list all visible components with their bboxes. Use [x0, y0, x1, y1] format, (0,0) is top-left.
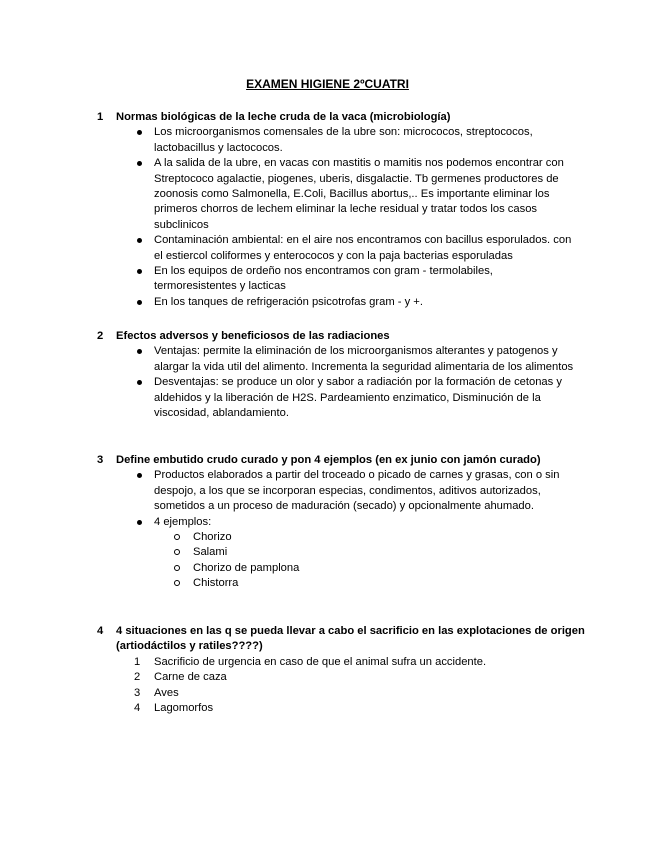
- list-item: [0, 125, 655, 156]
- question-2: [0, 329, 655, 421]
- bullet-icon: [137, 161, 142, 166]
- circle-bullet-icon: [174, 534, 180, 540]
- list-item-text: En los equipos de ordeño nos encontramos con gram - termolabiles, termoresistentes y lacticas: [154, 265, 493, 293]
- numbered-item-text: Sacrificio de urgencia en caso de que el animal sufra un accidente.: [154, 655, 487, 668]
- list-item-text: Contaminación ambiental: en el aire nos encontramos con bacillus esporulados. con el estiercol coliformes y enterococos y con la paja bacterias esporuladas: [154, 234, 572, 262]
- list-item: [0, 515, 655, 530]
- circle-bullet-icon: [174, 580, 180, 586]
- bullet-icon: [137, 473, 142, 478]
- question-number: 3: [97, 454, 104, 466]
- list-item-text: En los tanques de refrigeración psicotrofas gram - y +.: [154, 295, 423, 308]
- question-text: Efectos adversos y beneficiosos de las radiaciones: [116, 330, 390, 342]
- list-item: [0, 264, 655, 295]
- list-item: [0, 295, 655, 310]
- item-number: 4: [134, 702, 141, 715]
- question-text: Normas biológicas de la leche cruda de la vaca (microbiología): [116, 111, 451, 123]
- question-number: 1: [97, 111, 104, 123]
- list-item-text: A la salida de la ubre, en vacas con mastitis o mamitis nos podemos encontrar con Streptococo agalactie, piogenes, uberis, disgalactie. Tb germenes productores de zoonosis como Salmonella, E.Coli, Bacillus abortus,.. Es importante eliminar los primeros chorros de lechem eliminar la leche residual y tratar todos los casos subclinicos: [154, 157, 564, 231]
- sub-list-item-text: Chorizo: [193, 531, 232, 544]
- numbered-item-text: Carne de caza: [154, 671, 227, 684]
- list-item-text: Los microorganismos comensales de la ubre son: micrococos, streptococos, lactobacillus y lactococos.: [154, 126, 533, 154]
- sub-list-item: [0, 561, 655, 576]
- sub-list-item-text: Chorizo de pamplona: [193, 561, 300, 574]
- bullet-icon: [137, 130, 142, 135]
- list-item: [0, 344, 655, 375]
- bullet-icon: [137, 380, 142, 385]
- list-item-text: Ventajas: permite la eliminación de los microorganismos alterantes y patogenos y alargar la vida util del alimento. Incrementa la seguridad alimentaria de los alimentos: [154, 345, 574, 373]
- list-item: [0, 233, 655, 264]
- sub-list-item-text: Salami: [193, 546, 228, 559]
- list-item-text: 4 ejemplos:: [154, 515, 212, 528]
- question-heading: [0, 329, 655, 344]
- question-1: [0, 110, 655, 310]
- list-item: [0, 468, 655, 514]
- list-item: [0, 156, 655, 233]
- question-number: 2: [97, 330, 104, 342]
- sub-list-item: [0, 545, 655, 560]
- question-number: 4: [97, 625, 104, 637]
- question-text: Define embutido crudo curado y pon 4 ejemplos (en ex junio con jamón curado): [116, 454, 541, 466]
- sub-list-item-text: Chistorra: [193, 577, 239, 590]
- numbered-item: [0, 686, 655, 701]
- numbered-item: [0, 701, 655, 716]
- bullet-icon: [137, 520, 142, 525]
- list-item-text: Desventajas: se produce un olor y sabor a radiación por la formación de cetonas y aldehidos y la liberación de H2S. Pardeamiento enzimatico, Disminución de la viscosidad, ablandamiento.: [154, 376, 562, 420]
- numbered-item: [0, 655, 655, 670]
- item-number: 1: [134, 655, 141, 668]
- question-3: [0, 453, 655, 592]
- item-number: 2: [134, 671, 141, 684]
- bullet-icon: [137, 349, 142, 354]
- question-text: 4 situaciones en las q se pueda llevar a cabo el sacrificio en las explotaciones de origen (artiodáctilos y ratiles????): [116, 625, 585, 653]
- list-item-text: Productos elaborados a partir del troceado o picado de carnes y grasas, con o sin despojo, a los que se incorporan especias, condimentos, aditivos autorizados, sometidos a un proceso de maduración (secado) y opcionalmente ahumado.: [154, 469, 560, 513]
- list-item: [0, 375, 655, 421]
- circle-bullet-icon: [174, 565, 180, 571]
- bullet-icon: [137, 238, 142, 243]
- document-title: EXAMEN HIGIENE 2ºCUATRI: [246, 77, 409, 91]
- numbered-item-text: Lagomorfos: [154, 702, 214, 715]
- bullet-icon: [137, 300, 142, 305]
- sub-list-item: [0, 576, 655, 591]
- question-4: [0, 624, 655, 716]
- bullet-icon: [137, 269, 142, 274]
- question-heading: [0, 453, 655, 468]
- question-heading: [0, 624, 655, 655]
- item-number: 3: [134, 686, 141, 699]
- circle-bullet-icon: [174, 549, 180, 555]
- numbered-item-text: Aves: [154, 686, 179, 699]
- numbered-item: [0, 670, 655, 685]
- sub-list-item: [0, 530, 655, 545]
- question-heading: [0, 110, 655, 125]
